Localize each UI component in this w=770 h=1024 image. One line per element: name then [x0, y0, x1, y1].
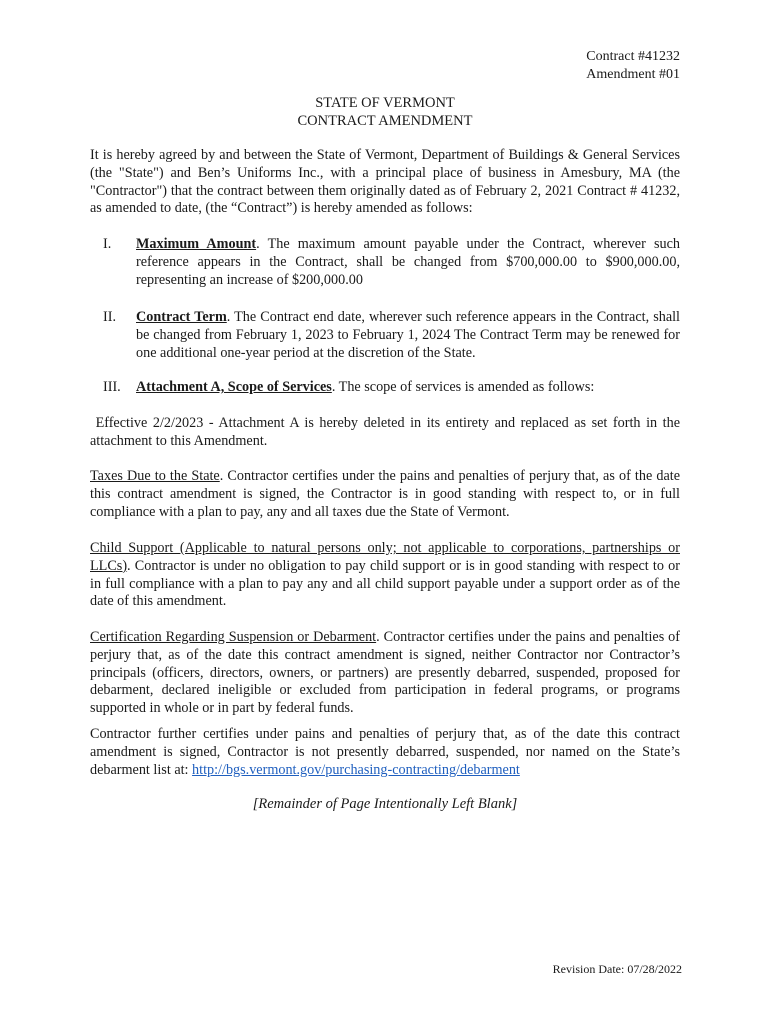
contract-header [586, 48, 680, 84]
further-certification-paragraph [90, 726, 680, 779]
taxes-heading: Taxes Due to the State [90, 468, 220, 484]
item-heading: Contract Term [136, 309, 227, 325]
amendment-item-2 [90, 309, 680, 362]
title-line-1: STATE OF VERMONT [315, 95, 455, 111]
certification-text: . Contractor certifies under the pains and penalties of perjury that, as of the date this contract amendment is signed, neither Contractor nor Contractor’s principals (officers, directors, owners, or partners) are presently debarred, suspended, proposed for debarment, declared ineligible or excluded from participation in federal programs, or programs supported in whole or in part by federal funds. [90, 629, 680, 717]
item-heading: Maximum Amount [136, 236, 257, 252]
item-number: I. [103, 236, 112, 252]
title-line-2: CONTRACT AMENDMENT [297, 113, 473, 129]
remainder-note: [Remainder of Page Intentionally Left Blank] [252, 796, 518, 812]
item-text: . The scope of services is amended as follows: [331, 379, 595, 395]
contract-number: Contract #41232 [586, 49, 680, 64]
child-support-heading: Child Support (Applicable to natural persons only; not applicable to corporations, partnerships or LLCs) [90, 540, 680, 574]
taxes-text: . Contractor certifies under the pains and penalties of perjury that, as of the date this contract amendment is signed, the Contractor is in good standing with respect to, or in full compliance with a plan to pay, any and all taxes due the State of Vermont. [90, 468, 680, 520]
debarment-link[interactable]: http://bgs.vermont.gov/purchasing-contracting/debarment [192, 761, 520, 778]
certification-heading: Certification Regarding Suspension or Debarment [90, 629, 377, 645]
item-text: . The Contract end date, wherever such reference appears in the Contract, shall be changed from February 1, 2023 to February 1, 2024 The Contract Term may be renewed for one additional one-year period at the discretion of the State. [136, 309, 680, 361]
further-text: Contractor further certifies under pains and penalties of perjury that, as of the date this contract amendment is signed, Contractor is not presently debarred, suspended, nor named on the State’s debarment list at: [90, 726, 680, 778]
child-support-text: . Contractor is under no obligation to pay child support or is in good standing with respect to or in full compliance with a plan to pay any and all child support payable under a support order as of the date of this amendment. [90, 557, 680, 610]
effective-paragraph: Effective 2/2/2023 - Attachment A is hereby deleted in its entirety and replaced as set forth in the attachment to this Amendment. [90, 415, 684, 449]
amendment-number: Amendment #01 [586, 67, 680, 82]
child-support-paragraph [90, 540, 680, 611]
intro-paragraph: It is hereby agreed by and between the State of Vermont, Department of Buildings & General Services (the "State") and Ben’s Uniforms Inc., with a principal place of business in Amesbury, MA (the "Contractor") that the contract between them originally dated as of February 2, 2021 Contract # 41232, as amended to date, (the “Contract”) is hereby amended as follows: [90, 147, 680, 217]
revision-date: Revision Date: 07/28/2022 [552, 962, 682, 976]
amendment-item-1 [90, 236, 680, 289]
taxes-paragraph [90, 468, 680, 521]
amendment-item-3 [90, 379, 680, 397]
item-text: . The maximum amount payable under the Contract, wherever such reference appears in the Contract, shall be changed from $700,000.00 to $900,000.00, representing an increase of $200,000.00 [136, 236, 680, 288]
certification-paragraph [90, 629, 680, 718]
item-heading: Attachment A, Scope of Services [136, 379, 332, 395]
item-number: III. [103, 379, 121, 395]
document-title [0, 94, 770, 130]
item-number: II. [103, 309, 116, 325]
